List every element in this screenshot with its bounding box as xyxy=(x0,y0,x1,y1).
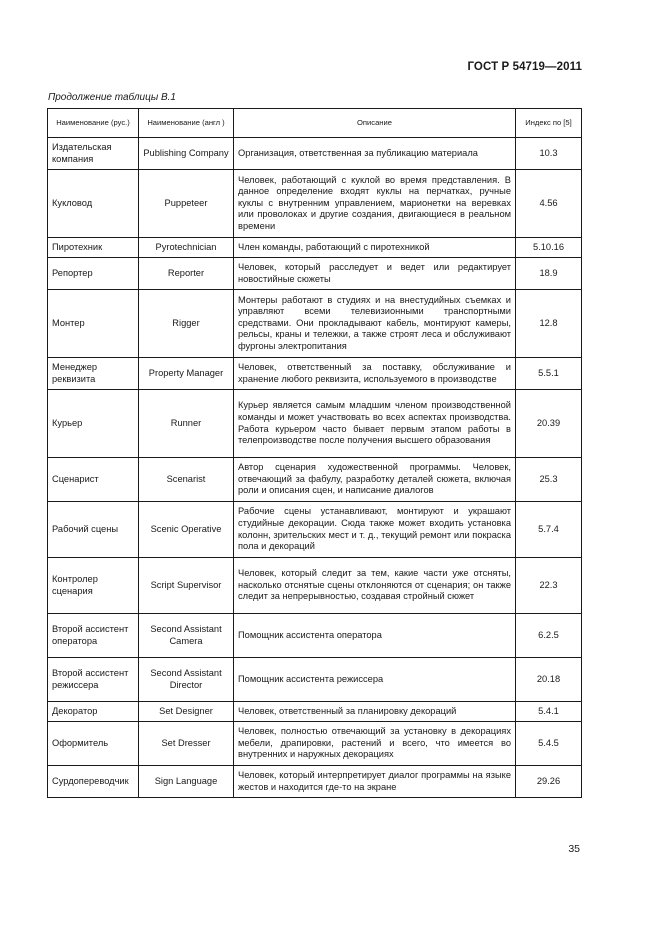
cell-ru: Оформитель xyxy=(48,722,139,766)
cell-index: 4.56 xyxy=(516,170,582,238)
cell-en: Runner xyxy=(139,390,234,458)
table-header-row xyxy=(48,109,582,138)
cell-ru: Второй ассистент оператора xyxy=(48,614,139,658)
cell-en: Property Manager xyxy=(139,358,234,390)
table-row xyxy=(48,138,582,170)
column-header-en: Наименование (англ ) xyxy=(139,109,234,138)
cell-description: Человек, ответственный за поставку, обслуживание и хранение любого реквизита, используемого в производстве xyxy=(234,358,516,390)
cell-en: Set Designer xyxy=(139,702,234,722)
cell-index: 25.3 xyxy=(516,458,582,502)
cell-en: Rigger xyxy=(139,290,234,358)
cell-index: 22.3 xyxy=(516,558,582,614)
cell-description: Человек, который расследует и ведет или редактирует новостийные сюжеты xyxy=(234,258,516,290)
cell-description: Автор сценария художественной программы. Человек, отвечающий за фабулу, разработку деталей сюжета, включая роли и описания сцен, и написание диалогов xyxy=(234,458,516,502)
cell-index: 29.26 xyxy=(516,766,582,798)
table-row xyxy=(48,558,582,614)
document-header: ГОСТ Р 54719—2011 xyxy=(467,61,582,73)
cell-description: Человек, который интерпретирует диалог программы на языке жестов и находится где-то на экране xyxy=(234,766,516,798)
cell-ru: Курьер xyxy=(48,390,139,458)
cell-description: Человек, полностью отвечающий за установку в декорациях мебели, драпировки, растений и всего, что имеется во внутренних и наружных декорациях xyxy=(234,722,516,766)
cell-description: Человек, ответственный за планировку декораций xyxy=(234,702,516,722)
cell-ru: Сценарист xyxy=(48,458,139,502)
cell-en: Reporter xyxy=(139,258,234,290)
cell-ru: Сурдопереводчик xyxy=(48,766,139,798)
cell-ru: Пиротехник xyxy=(48,238,139,258)
cell-ru: Менеджер реквизита xyxy=(48,358,139,390)
cell-description: Человек, который следит за тем, какие части уже отсняты, насколько отснятые сцены отклоняются от сценария; он также следит за непрерывностью, создавая стройный сюжет xyxy=(234,558,516,614)
cell-en: Set Dresser xyxy=(139,722,234,766)
cell-ru: Издательская компания xyxy=(48,138,139,170)
table-row xyxy=(48,390,582,458)
column-header-index: Индекс по [5] xyxy=(516,109,582,138)
cell-index: 5.5.1 xyxy=(516,358,582,390)
cell-ru: Декоратор xyxy=(48,702,139,722)
table-row xyxy=(48,502,582,558)
cell-ru: Кукловод xyxy=(48,170,139,238)
table-row xyxy=(48,658,582,702)
cell-index: 5.4.5 xyxy=(516,722,582,766)
cell-en: Second Assistant Camera xyxy=(139,614,234,658)
cell-ru: Репортер xyxy=(48,258,139,290)
table-row xyxy=(48,290,582,358)
table-row xyxy=(48,170,582,238)
cell-description: Курьер является самым младшим членом производственной команды и может участвовать во всех аспектах производства. Работа курьером часто бывает первым этапом работы в телепроизводстве после получения высшего образования xyxy=(234,390,516,458)
cell-index: 5.10.16 xyxy=(516,238,582,258)
cell-index: 20.18 xyxy=(516,658,582,702)
cell-ru: Второй ассистент режиссера xyxy=(48,658,139,702)
cell-en: Pyrotechnician xyxy=(139,238,234,258)
table-row xyxy=(48,258,582,290)
cell-index: 5.7.4 xyxy=(516,502,582,558)
terms-table xyxy=(47,108,582,798)
table-row xyxy=(48,722,582,766)
cell-index: 6.2.5 xyxy=(516,614,582,658)
cell-ru: Монтер xyxy=(48,290,139,358)
cell-en: Scenic Operative xyxy=(139,502,234,558)
table-row xyxy=(48,614,582,658)
cell-en: Sign Language xyxy=(139,766,234,798)
cell-en: Second Assistant Director xyxy=(139,658,234,702)
cell-index: 20.39 xyxy=(516,390,582,458)
table-row xyxy=(48,358,582,390)
cell-description: Монтеры работают в студиях и на внестудийных съемках и управляют всеми телевизионными транспортными средствами. Они прокладывают кабель, монтируют камеры, рельсы, краны и тележки, а также строят леса и обслуживают фургоны электропитания xyxy=(234,290,516,358)
table-row xyxy=(48,766,582,798)
cell-description: Помощник ассистента режиссера xyxy=(234,658,516,702)
page-number: 35 xyxy=(568,843,580,855)
table-row xyxy=(48,702,582,722)
cell-en: Script Supervisor xyxy=(139,558,234,614)
cell-en: Puppeteer xyxy=(139,170,234,238)
cell-description: Член команды, работающий с пиротехникой xyxy=(234,238,516,258)
table-row xyxy=(48,238,582,258)
table-caption: Продолжение таблицы В.1 xyxy=(48,92,176,103)
cell-description: Рабочие сцены устанавливают, монтируют и украшают студийные декорации. Сюда также может входить установка колонн, зрительских мест и т. д., текущий ремонт или покраска пола и декораций xyxy=(234,502,516,558)
cell-en: Scenarist xyxy=(139,458,234,502)
cell-index: 12.8 xyxy=(516,290,582,358)
column-header-description: Описание xyxy=(234,109,516,138)
cell-en: Publishing Company xyxy=(139,138,234,170)
cell-index: 5.4.1 xyxy=(516,702,582,722)
cell-ru: Контролер сценария xyxy=(48,558,139,614)
table-row xyxy=(48,458,582,502)
cell-ru: Рабочий сцены xyxy=(48,502,139,558)
cell-description: Человек, работающий с куклой во время представления. В данное определение входят куклы на перчатках, ручные куклы с внутренним управлением, марионетки на веревках или проволоках и другие создания, двигающиеся в реальном времени xyxy=(234,170,516,238)
cell-index: 10.3 xyxy=(516,138,582,170)
cell-description: Организация, ответственная за публикацию материала xyxy=(234,138,516,170)
column-header-ru: Наименование (рус.) xyxy=(48,109,139,138)
cell-description: Помощник ассистента оператора xyxy=(234,614,516,658)
cell-index: 18.9 xyxy=(516,258,582,290)
